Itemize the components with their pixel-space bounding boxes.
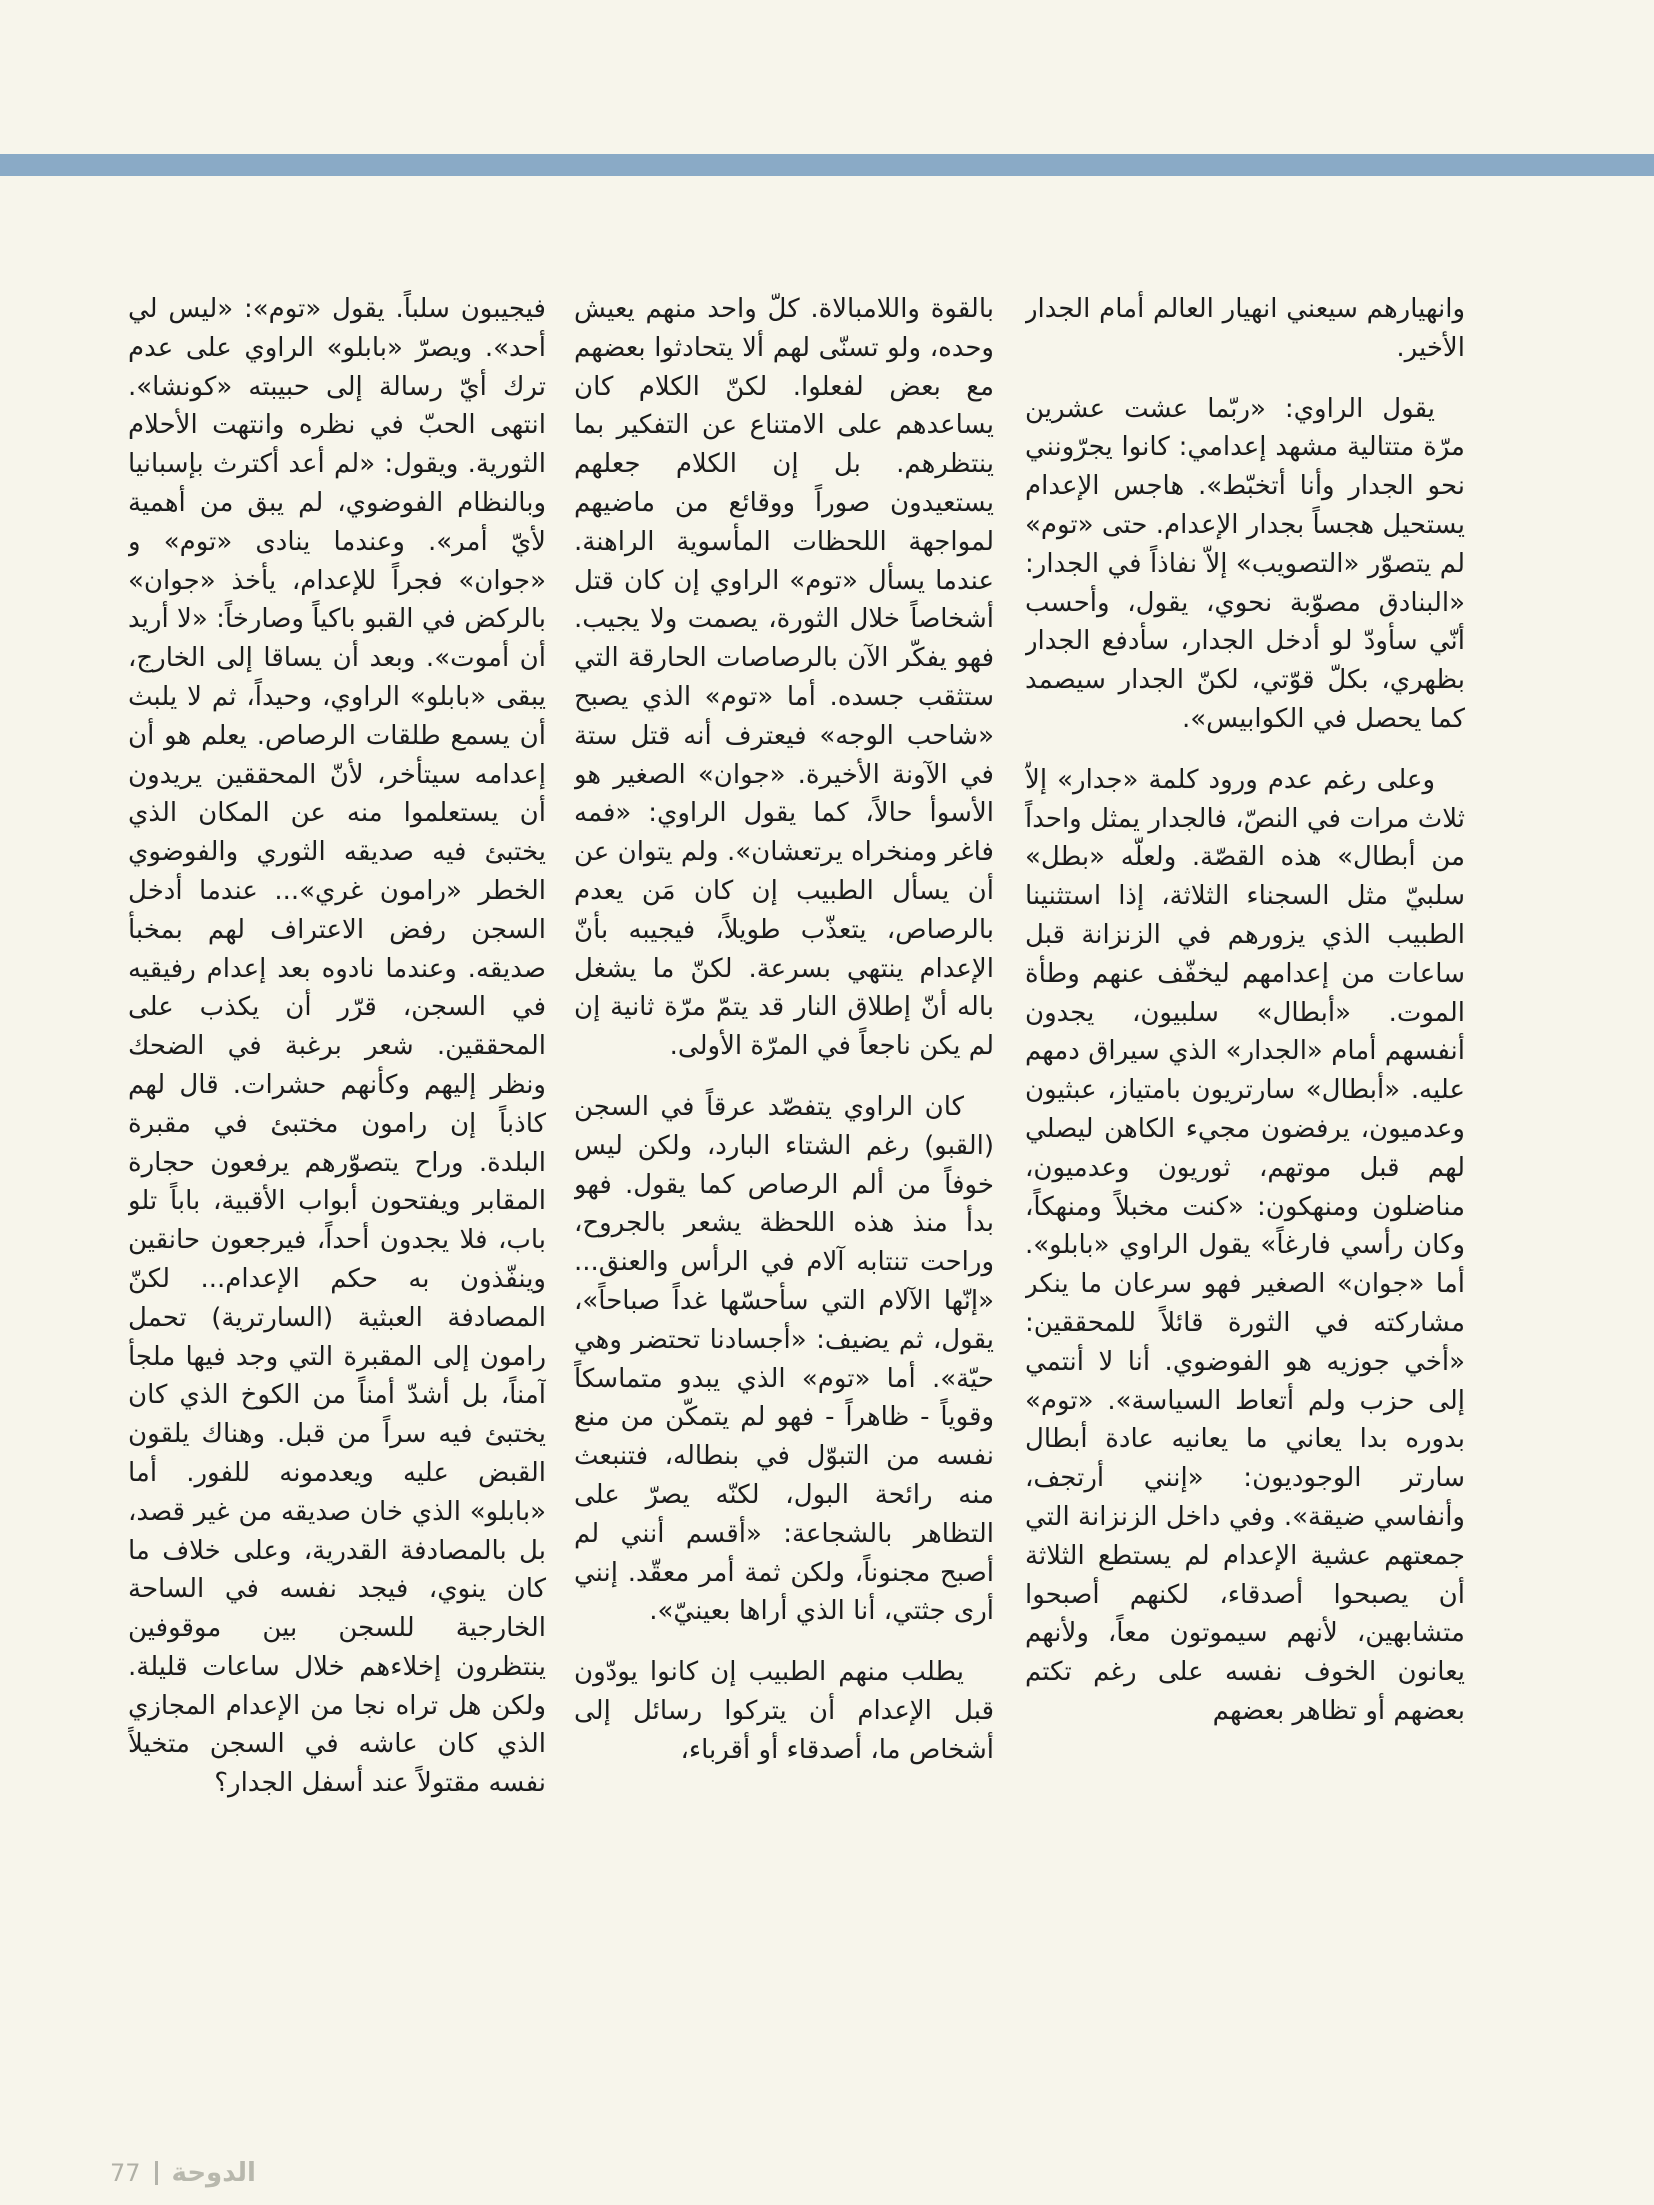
article-column-middle — [574, 290, 994, 2090]
paragraph: فيجيبون سلباً. يقول «توم»: «ليس لي أحد». ويصرّ «بابلو» الراوي على عدم ترك أيّ رسالة إلى حبيبته «كونشا». انتهى الحبّ في نظره وانتهت الأحلام الثورية. ويقول: «لم أعد أكترث بإسبانيا وبالنظام الفوضوي، لم يبق من أهمية لأيّ أمر». وعندما ينادى «توم» و «جوان» فجراً للإعدام، يأخذ «جوان» بالركض في القبو باكياً وصارخاً: «لا أريد أن أموت». وبعد أن يساقا إلى الخارج، يبقى «بابلو» الراوي، وحيداً، ثم لا يلبث أن يسمع طلقات الرصاص. يعلم هو أن إعدامه سيتأخر، لأنّ المحققين يريدون أن يستعلموا منه عن المكان الذي يختبئ فيه صديقه الثوري والفوضوي الخطر «رامون غري»... عندما أدخل السجن رفض الاعتراف لهم بمخبأ صديقه. وعندما نادوه بعد إعدام رفيقيه في السجن، قرّر أن يكذب على المحققين. شعر برغبة في الضحك ونظر إليهم وكأنهم حشرات. قال لهم كاذباً إن رامون مختبئ في مقبرة البلدة. وراح يتصوّرهم يرفعون حجارة المقابر ويفتحون أبواب الأقبية، باباً تلو باب، فلا يجدون أحداً، فيرجعون حانقين وينفّذون به حكم الإعدام... لكنّ المصادفة العبثية (السارترية) تحمل رامون إلى المقبرة التي وجد فيها ملجأ آمناً، بل أشدّ أمناً من الكوخ الذي كان يختبئ فيه سراً من قبل. وهناك يلقون القبض عليه ويعدمونه للفور. أما «بابلو» الذي خان صديقه من غير قصد، بل بالمصادفة القدرية، وعلى خلاف ما كان ينوي، فيجد نفسه في الساحة الخارجية للسجن بين موقوفين ينتظرون إخلاءهم خلال ساعات قليلة. ولكن هل تراه نجا من الإعدام المجازي الذي كان عاشه في السجن متخيلاً نفسه مقتولاً عند أسفل الجدار؟ — [128, 294, 546, 1799]
page-footer — [110, 2158, 256, 2188]
top-color-band — [0, 154, 1654, 176]
page-number: 77 — [110, 2159, 141, 2187]
paragraph: يطلب منهم الطبيب إن كانوا يودّون قبل الإعدام أن يتركوا رسائل إلى أشخاص ما، أصدقاء أو أقرباء، — [574, 1657, 994, 1765]
paragraph: بالقوة واللامبالاة. كلّ واحد منهم يعيش وحده، ولو تسنّى لهم ألا يتحادثوا بعضهم مع بعض لفعلوا. لكنّ الكلام كان يساعدهم على الامتناع عن التفكير بما ينتظرهم. بل إن الكلام جعلهم يستعيدون صوراً ووقائع من ماضيهم لمواجهة اللحظات المأسوية الراهنة. عندما يسأل «توم» الراوي إن كان قتل أشخاصاً خلال الثورة، يصمت ولا يجيب. فهو يفكّر الآن بالرصاصات الحارقة التي ستثقب جسده. أما «توم» الذي يصبح «شاحب الوجه» فيعترف أنه قتل ستة في الآونة الأخيرة. «جوان» الصغير هو الأسوأ حالاً، كما يقول الراوي: «فمه فاغر ومنخراه يرتعشان». ولم يتوان عن أن يسأل الطبيب إن كان مَن يعدم بالرصاص، يتعذّب طويلاً، فيجيبه بأنّ الإعدام ينتهي بسرعة. لكنّ ما يشغل باله أنّ إطلاق النار قد يتمّ مرّة ثانية إن لم يكن ناجعاً في المرّة الأولى. — [574, 294, 994, 1062]
article-column-right — [1025, 290, 1465, 2090]
paragraph: وانهيارهم سيعني انهيار العالم أمام الجدار الأخير. — [1025, 294, 1465, 363]
paragraph: وعلى رغم عدم ورود كلمة «جدار» إلاّ ثلاث مرات في النصّ، فالجدار يمثل واحداً من أبطال» هذه القصّة. ولعلّه «بطل» سلبيّ مثل السجناء الثلاثة، إذا استثنينا الطبيب الذي يزورهم في الزنزانة قبل ساعات من إعدامهم ليخفّف عنهم وطأة الموت. «أبطال» سلبيون، يجدون أنفسهم أمام «الجدار» الذي سيراق دمهم عليه. «أبطال» سارتريون بامتياز، عبثيون وعدميون، يرفضون مجيء الكاهن ليصلي لهم قبل موتهم، ثوريون وعدميون، مناضلون ومنهكون: «كنت مخبلاً ومنهكاً، وكان رأسي فارغاً» يقول الراوي «بابلو». أما «جوان» الصغير فهو سرعان ما ينكر مشاركته في الثورة قائلاً للمحققين: «أخي جوزيه هو الفوضوي. أنا لا أنتمي إلى حزب ولم أتعاط السياسة». «توم» بدوره بدا يعاني ما يعانيه عادة أبطال سارتر الوجوديون: «إنني أرتجف، وأنفاسي ضيقة». وفي داخل الزنزانة التي جمعتهم عشية الإعدام لم يستطع الثلاثة أن يصبحوا أصدقاء، لكنهم أصبحوا متشابهين، لأنهم سيموتون معاً، ولأنهم يعانون الخوف نفسه على رغم تكتم بعضهم أو تظاهر بعضهم — [1025, 764, 1465, 1726]
magazine-logo: الدوحة — [171, 2158, 256, 2188]
paragraph: كان الراوي يتفصّد عرقاً في السجن (القبو) رغم الشتاء البارد، ولكن ليس خوفاً من ألم الرصاص كما يقول. فهو بدأ منذ هذه اللحظة يشعر بالجروح، وراحت تنتابه آلام في الرأس والعنق... «إنّها الآلام التي سأحسّها غداً صباحاً»، يقول، ثم يضيف: «أجسادنا تحتضر وهي حيّة». أما «توم» الذي يبدو متماسكاً وقوياً - ظاهراً - فهو لم يتمكّن من منع نفسه من التبوّل في بنطاله، فتنبعث منه رائحة البول، لكنّه يصرّ على التظاهر بالشجاعة: «أقسم أنني لم أصبح مجنوناً، ولكن ثمة أمر معقّد. إنني أرى جثتي، أنا الذي أراها بعينيّ». — [574, 1091, 994, 1627]
article-column-left — [128, 290, 546, 2090]
paragraph: يقول الراوي: «ربّما عشت عشرين مرّة متتالية مشهد إعدامي: كانوا يجرّونني نحو الجدار وأنا أتخبّط». هاجس الإعدام يستحيل هجساً بجدار الإعدام. حتى «توم» لم يتصوّر «التصويب» إلاّ نفاذاً في الجدار: «البنادق مصوّبة نحوي، يقول، وأحسب أنّي سأودّ لو أدخل الجدار، سأدفع الجدار بظهري، بكلّ قوّتي، لكنّ الجدار سيصمد كما يحصل في الكوابيس». — [1025, 393, 1465, 734]
footer-divider — [155, 2161, 158, 2185]
